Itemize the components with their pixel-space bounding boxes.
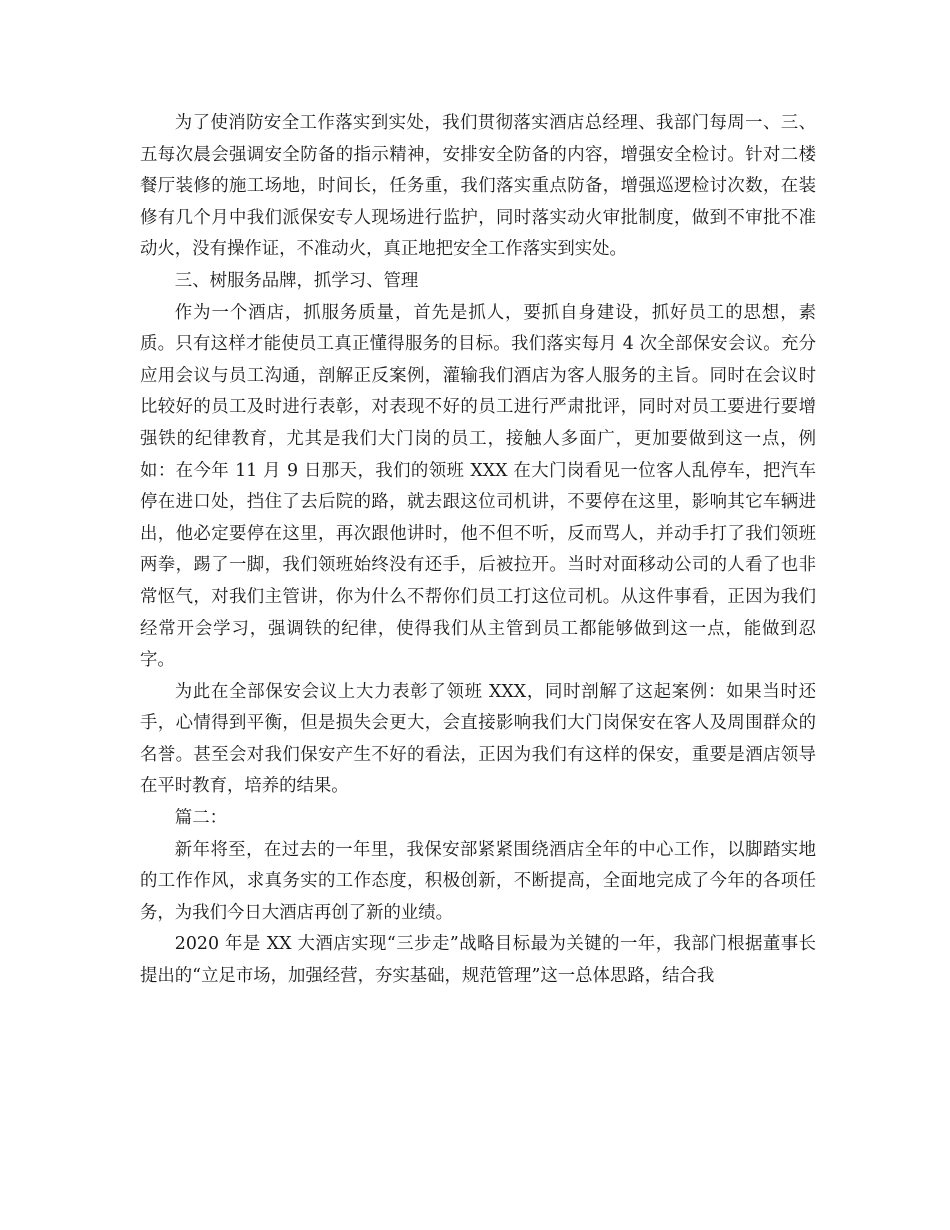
document-page bbox=[140, 108, 816, 993]
paragraph-commendation: 为此在全部保安会议上大力表彰了领班 XXX，同时剖解了这起案例：如果当时还手，心情得到平衡，但是损失会更大，会直接影响我们大门岗保安在客人及周围群众的名誉。甚至会对我们保安产生不好的看法，正因为我们有这样的保安，重要是酒店领导在平时教育，培养的结果。 bbox=[140, 681, 816, 797]
section-heading-part-two: 篇二： bbox=[174, 808, 227, 829]
paragraph-strategy: 2020 年是 XX 大酒店实现“三步走”战略目标最为关键的一年，我部门根据董事长提出的“立足市场，加强经营，夯实基础，规范管理”这一总体思路，结合我 bbox=[140, 934, 816, 987]
paragraph-service-quality: 作为一个酒店，抓服务质量，首先是抓人，要抓自身建设，抓好员工的思想，素质。只有这样才能使员工真正懂得服务的目标。我们落实每月 4 次全部保安会议。充分应用会议与员工沟通，剖解正反案例，灌输我们酒店为客人服务的主旨。同时在会议时比较好的员工及时进行表彰，对表现不好的员工进行严肃批评，同时对员工要进行要增强铁的纪律教育，尤其是我们大门岗的员工，接触人多面广，更加要做到这一点，例如：在今年 11 月 9 日那天，我们的领班 XXX 在大门岗看见一位客人乱停车，把汽车停在进口处，挡住了去后院的路，就去跟这位司机讲，不要停在这里，影响其它车辆进出，他必定要停在这里，再次跟他讲时，他不但不听，反而骂人，并动手打了我们领班两拳，踢了一脚，我们领班始终没有还手，后被拉开。当时对面移动公司的人看了也非常怄气，对我们主管讲，你为什么不帮你们员工打这位司机。从这件事看，正因为我们经常开会学习，强调铁的纪律，使得我们从主管到员工都能够做到这一点，能做到忍字。 bbox=[140, 302, 816, 671]
paragraph-fire-safety: 为了使消防安全工作落实到实处，我们贯彻落实酒店总经理、我部门每周一、三、五每次晨会强调安全防备的指示精神，安排安全防备的内容，增强安全检讨。针对二楼餐厅装修的施工场地，时间长，任务重，我们落实重点防备，增强巡逻检讨次数，在装修有几个月中我们派保安专人现场进行监护，同时落实动火审批制度，做到不审批不准动火，没有操作证，不准动火，真正地把安全工作落实到实处。 bbox=[140, 113, 816, 260]
section-heading-service-brand: 三、树服务品牌，抓学习、管理 bbox=[174, 270, 419, 291]
paragraph-new-year: 新年将至，在过去的一年里，我保安部紧紧围绕酒店全年的中心工作，以脚踏实地的工作作风，求真务实的工作态度，积极创新，不断提高，全面地完成了今年的各项任务，为我们今日大酒店再创了新的业绩。 bbox=[140, 839, 816, 923]
